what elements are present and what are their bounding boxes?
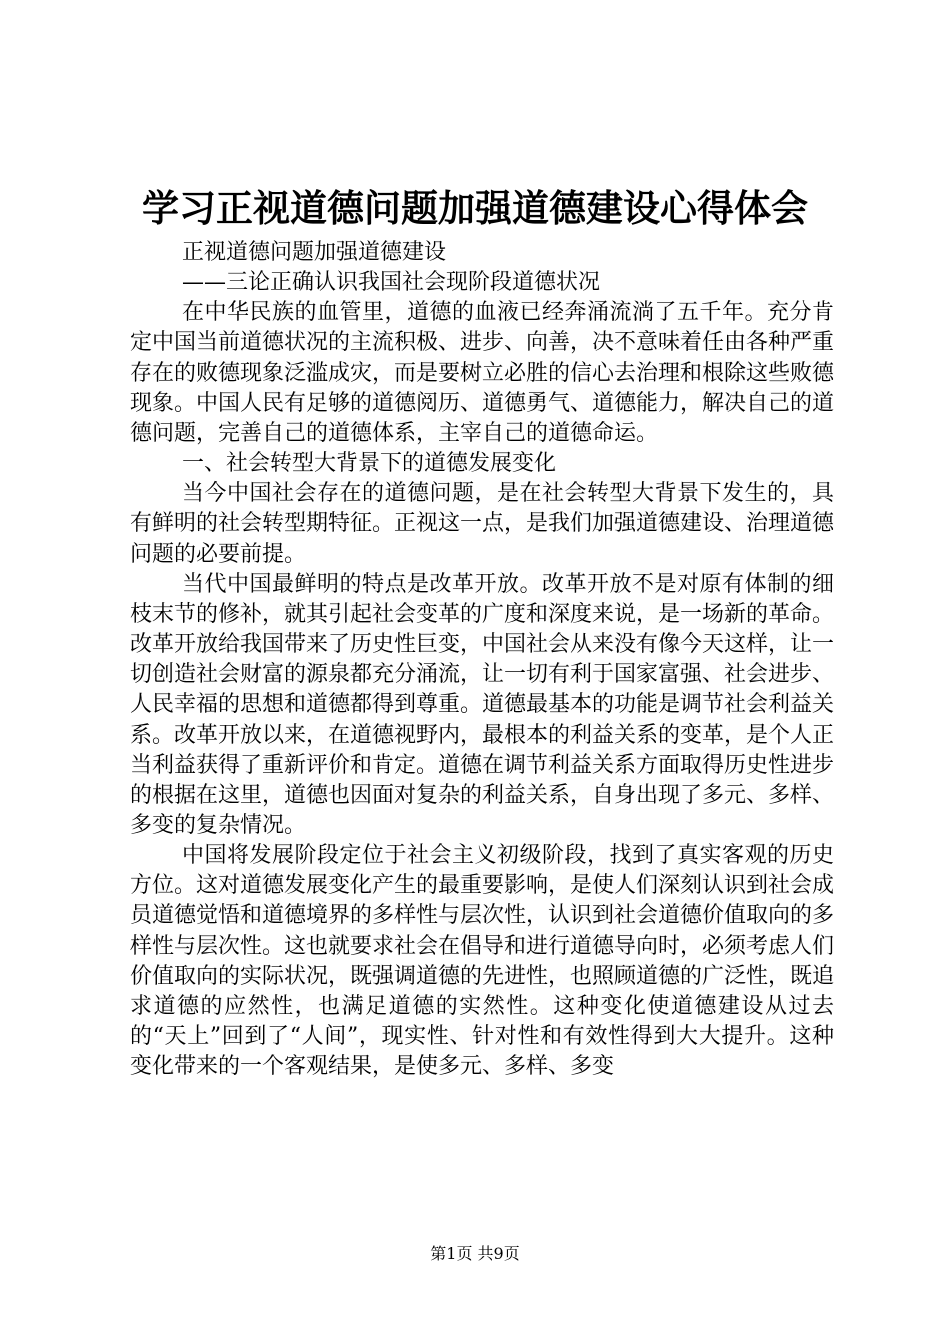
page-number-footer: 第1页 共9页 xyxy=(430,1244,520,1263)
document-body xyxy=(130,238,834,1082)
section-heading: 一、社会转型大背景下的道德发展变化 xyxy=(182,451,557,477)
paragraph-subheading: ——三论正确认识我国社会现阶段道德状况 xyxy=(182,270,601,296)
paragraph: 当今中国社会存在的道德问题，是在社会转型大背景下发生的，具有鲜明的社会转型期特征。正视这一点，是我们加强道德建设、治理道德问题的必要前提。 xyxy=(130,481,835,567)
paragraph: 中国将发展阶段定位于社会主义初级阶段，找到了真实客观的历史方位。这对道德发展变化产生的最重要影响，是使人们深刻认识到社会成员道德觉悟和道德境界的多样性与层次性，认识到社会道德价值取向的多样性与层次性。这也就要求社会在倡导和进行道德导向时，必须考虑人们价值取向的实际状况，既强调道德的先进性，也照顾道德的广泛性，既追求道德的应然性，也满足道德的实然性。这种变化使道德建设从过去的“天上”回到了“人间”，现实性、针对性和有效性得到大大提升。这种变化带来的一个客观结果，是使多元、多样、多变 xyxy=(130,843,835,1080)
document-title: 学习正视道德问题加强道德建设心得体会 xyxy=(142,186,808,230)
paragraph: 在中华民族的血管里，道德的血液已经奔涌流淌了五千年。充分肯定中国当前道德状况的主流积极、进步、向善，决不意味着任由各种严重存在的败德现象泛滥成灾，而是要树立必胜的信心去治理和根除这些败德现象。中国人民有足够的道德阅历、道德勇气、道德能力，解决自己的道德问题，完善自己的道德体系，主宰自己的道德命运。 xyxy=(130,300,835,446)
paragraph: 当代中国最鲜明的特点是改革开放。改革开放不是对原有体制的细枝末节的修补，就其引起社会变革的广度和深度来说，是一场新的革命。改革开放给我国带来了历史性巨变，中国社会从来没有像今天这样，让一切创造社会财富的源泉都充分涌流，让一切有利于国家富强、社会进步、人民幸福的思想和道德都得到尊重。道德最基本的功能是调节社会利益关系。改革开放以来，在道德视野内，最根本的利益关系的变革，是个人正当利益获得了重新评价和肯定。道德在调节利益关系方面取得历史性进步的根据在这里，道德也因面对复杂的利益关系，自身出现了多元、多样、多变的复杂情况。 xyxy=(130,571,835,838)
paragraph-subtitle: 正视道德问题加强道德建设 xyxy=(182,240,447,265)
